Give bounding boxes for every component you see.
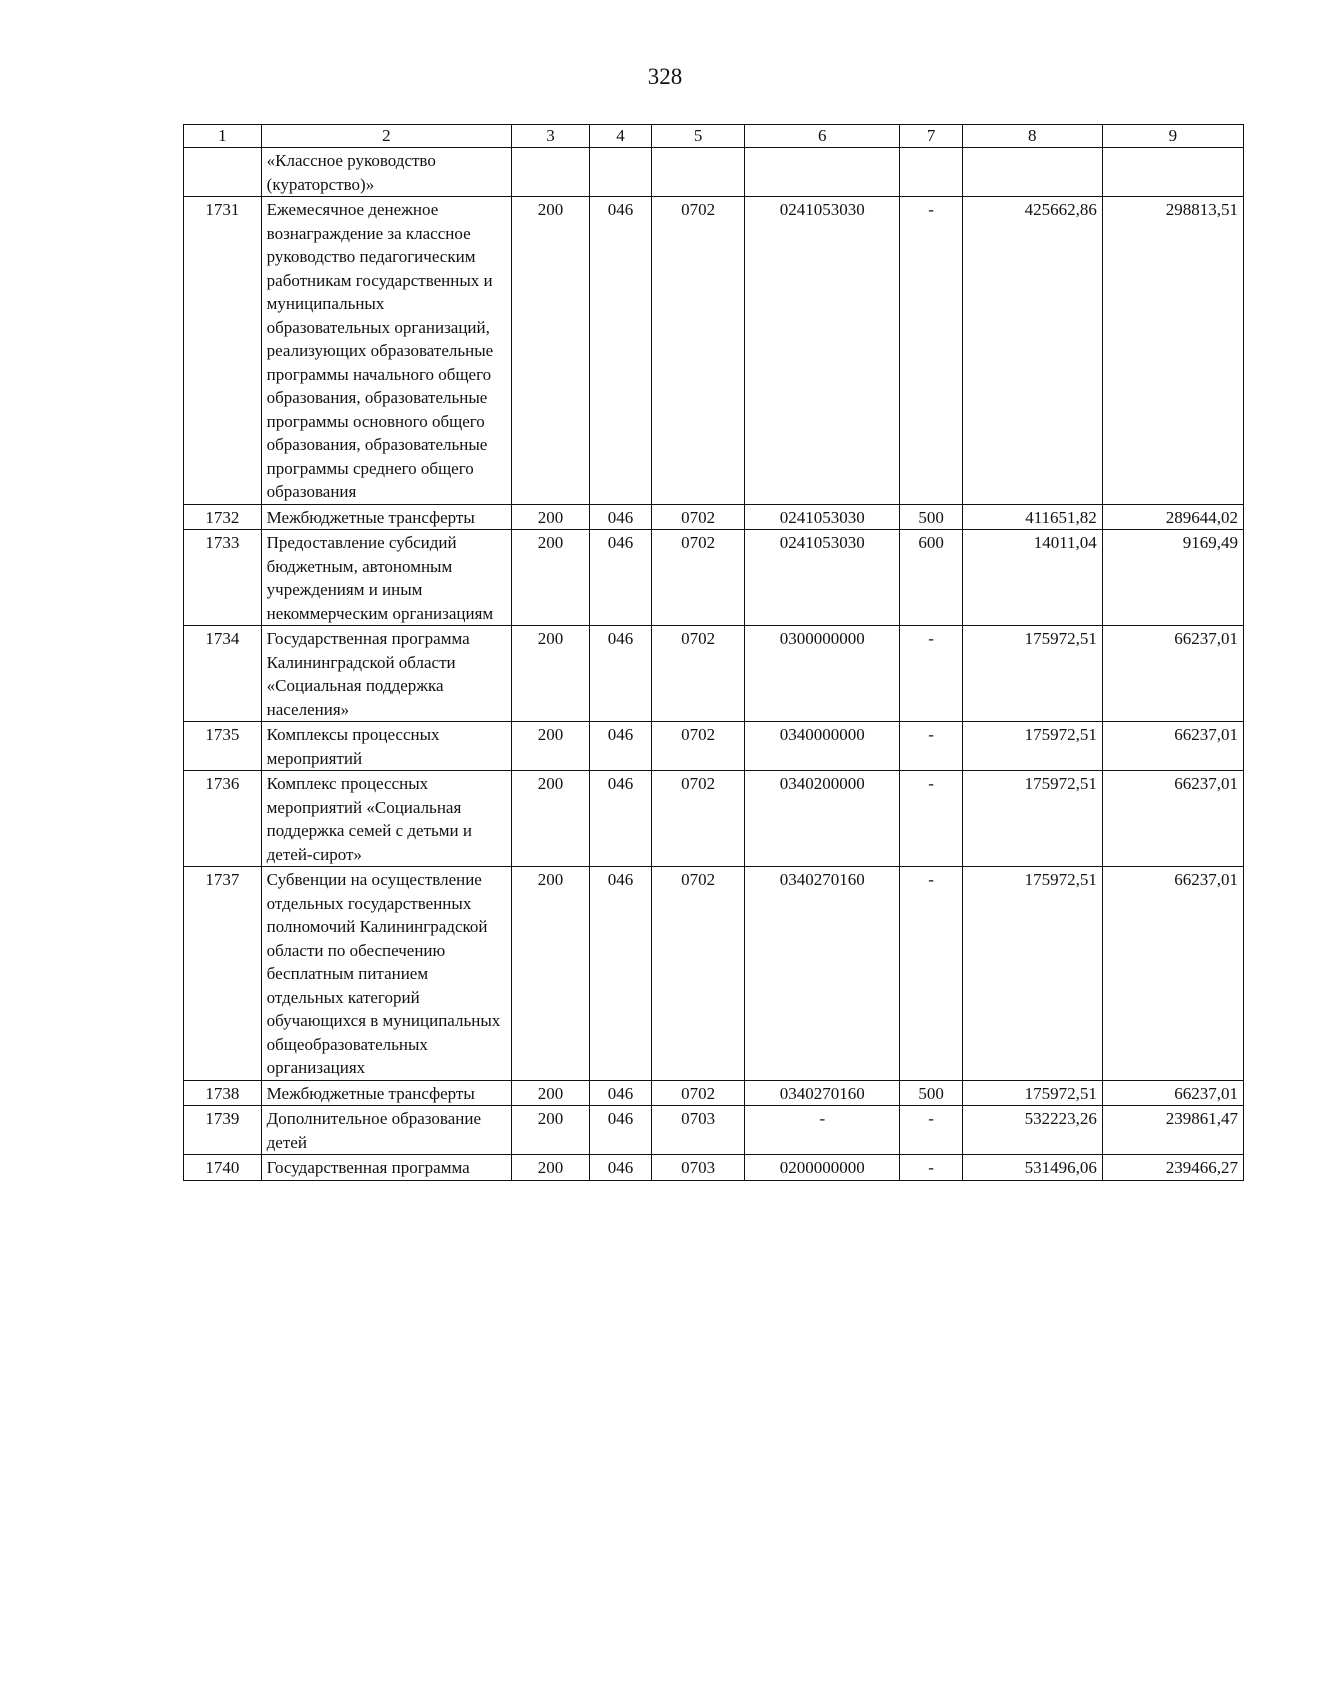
cell-col3: 200 [512, 530, 590, 626]
cell-col9: 239466,27 [1102, 1155, 1243, 1181]
cell-col3: 200 [512, 1106, 590, 1155]
cell-col9: 66237,01 [1102, 867, 1243, 1081]
cell-col7: - [900, 1155, 962, 1181]
cell-col8: 425662,86 [962, 197, 1102, 505]
cell-col4: 046 [589, 530, 651, 626]
table-row [184, 722, 1244, 771]
cell-col7: - [900, 1106, 962, 1155]
cell-col8: 14011,04 [962, 530, 1102, 626]
header-cell: 5 [652, 125, 745, 148]
cell-col5: 0703 [652, 1155, 745, 1181]
cell-col4: 046 [589, 1080, 651, 1106]
cell-col9: 298813,51 [1102, 197, 1243, 505]
row-number: 1735 [184, 722, 262, 771]
cell-col7: - [900, 626, 962, 722]
table-row [184, 867, 1244, 1081]
cell-col3: 200 [512, 626, 590, 722]
row-name: Комплекс процессных мероприятий «Социальная поддержка семей с детьми и детей-сирот» [261, 771, 512, 867]
cell-col7: 500 [900, 1080, 962, 1106]
header-cell: 8 [962, 125, 1102, 148]
budget-table [183, 124, 1244, 1181]
row-number: 1733 [184, 530, 262, 626]
cell-col8: 175972,51 [962, 771, 1102, 867]
cell-col8: 532223,26 [962, 1106, 1102, 1155]
cell-col6: - [745, 1106, 900, 1155]
header-cell: 9 [1102, 125, 1243, 148]
cell-col6: 0241053030 [745, 504, 900, 530]
cell-col7: - [900, 197, 962, 505]
cell-col3: 200 [512, 722, 590, 771]
cell-col5: 0702 [652, 530, 745, 626]
cell-col4: 046 [589, 197, 651, 505]
row-number: 1739 [184, 1106, 262, 1155]
table-row [184, 1155, 1244, 1181]
cell-col9: 239861,47 [1102, 1106, 1243, 1155]
cell-col3: 200 [512, 1080, 590, 1106]
cell-col5: 0702 [652, 722, 745, 771]
row-name: Предоставление субсидий бюджетным, автономным учреждениям и иным некоммерческим организациям [261, 530, 512, 626]
cell-col9: 66237,01 [1102, 722, 1243, 771]
cell-col3: 200 [512, 771, 590, 867]
cell-col6: 0200000000 [745, 1155, 900, 1181]
cell-col7: - [900, 771, 962, 867]
page-number: 328 [647, 64, 683, 89]
cell-col7: 500 [900, 504, 962, 530]
table-row [184, 504, 1244, 530]
cell-col8: 531496,06 [962, 1155, 1102, 1181]
row-name: Межбюджетные трансферты [261, 1080, 512, 1106]
table-row [184, 1080, 1244, 1106]
row-name: Государственная программа Калининградской области «Социальная поддержка населения» [261, 626, 512, 722]
cell-col5: 0702 [652, 1080, 745, 1106]
row-number: 1736 [184, 771, 262, 867]
cell-col6: 0340270160 [745, 1080, 900, 1106]
cell-col3: 200 [512, 197, 590, 505]
cell-col6: 0340000000 [745, 722, 900, 771]
cell-col6: 0340270160 [745, 867, 900, 1081]
cell-col9: 66237,01 [1102, 1080, 1243, 1106]
cell-col8: 175972,51 [962, 722, 1102, 771]
cell-col9: 66237,01 [1102, 771, 1243, 867]
cell-col5: 0702 [652, 626, 745, 722]
cell-col4: 046 [589, 1155, 651, 1181]
cell-col7: - [900, 867, 962, 1081]
cell-col6: 0340200000 [745, 771, 900, 867]
cell-col9: 289644,02 [1102, 504, 1243, 530]
table-row [184, 197, 1244, 505]
cell-col5: 0702 [652, 504, 745, 530]
cell-col3: 200 [512, 504, 590, 530]
cell-col4: 046 [589, 722, 651, 771]
row-number: 1740 [184, 1155, 262, 1181]
cell-col5: 0703 [652, 1106, 745, 1155]
cell-col6: 0241053030 [745, 530, 900, 626]
cell-col4: 046 [589, 771, 651, 867]
cell-col9: 9169,49 [1102, 530, 1243, 626]
table-row [184, 1106, 1244, 1155]
cell-col7: - [900, 722, 962, 771]
cell-col6: 0300000000 [745, 626, 900, 722]
row-number: 1734 [184, 626, 262, 722]
cell-col5: 0702 [652, 771, 745, 867]
continuation-text: «Классное руководство (кураторство)» [261, 148, 512, 197]
cell-col9: 66237,01 [1102, 626, 1243, 722]
header-cell: 1 [184, 125, 262, 148]
cell-col8: 175972,51 [962, 867, 1102, 1081]
header-cell: 2 [261, 125, 512, 148]
cell-col4: 046 [589, 867, 651, 1081]
table-row [184, 626, 1244, 722]
row-number: 1732 [184, 504, 262, 530]
cell-col5: 0702 [652, 867, 745, 1081]
cell-col8: 175972,51 [962, 626, 1102, 722]
header-cell: 3 [512, 125, 590, 148]
cell-col3: 200 [512, 867, 590, 1081]
header-cell: 6 [745, 125, 900, 148]
header-row [184, 125, 1244, 148]
row-number: 1731 [184, 197, 262, 505]
cell-col3: 200 [512, 1155, 590, 1181]
row-name: Дополнительное образование детей [261, 1106, 512, 1155]
cell-col4: 046 [589, 626, 651, 722]
cell-col4: 046 [589, 1106, 651, 1155]
row-name: Государственная программа [261, 1155, 512, 1181]
row-name: Межбюджетные трансферты [261, 504, 512, 530]
cell-col4: 046 [589, 504, 651, 530]
row-name: Субвенции на осуществление отдельных государственных полномочий Калининградской области по обеспечению бесплатным питанием отдельных категорий обучающихся в муниципальных общеобразовательных организациях [261, 867, 512, 1081]
header-cell: 4 [589, 125, 651, 148]
row-name: Ежемесячное денежное вознаграждение за классное руководство педагогическим работникам государственных и муниципальных образовательных организаций, реализующих образовательные программы начального общего образования, образовательные программы основного общего образования, образовательные программы среднего общего образования [261, 197, 512, 505]
row-name: Комплексы процессных мероприятий [261, 722, 512, 771]
cell-col8: 411651,82 [962, 504, 1102, 530]
table-row [184, 771, 1244, 867]
cell-col6: 0241053030 [745, 197, 900, 505]
header-cell: 7 [900, 125, 962, 148]
cell-col7: 600 [900, 530, 962, 626]
row-number: 1738 [184, 1080, 262, 1106]
row-number: 1737 [184, 867, 262, 1081]
table-row [184, 530, 1244, 626]
cell-col5: 0702 [652, 197, 745, 505]
cell-col8: 175972,51 [962, 1080, 1102, 1106]
continuation-row [184, 148, 1244, 197]
